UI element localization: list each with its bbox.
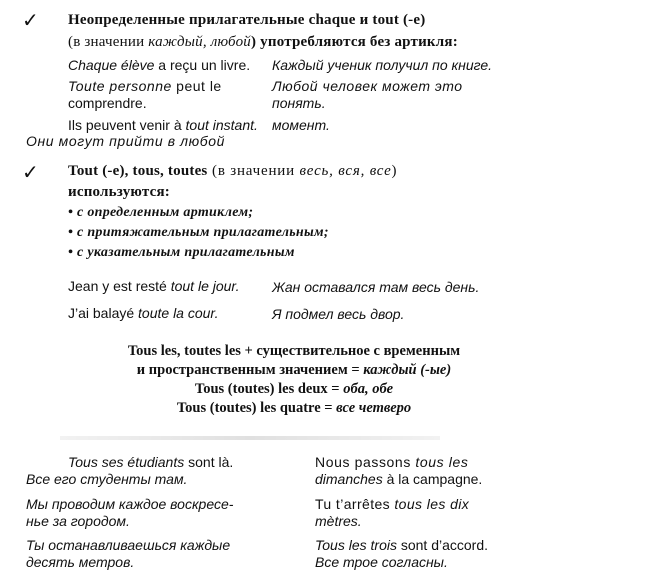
example-term: tout instant. (185, 117, 258, 133)
heading-text: (в значении (207, 163, 300, 179)
heading-meaning: весь, вся, все (299, 163, 392, 179)
rule-text: и пространственным значением = (136, 362, 364, 378)
section1-heading-line2 (68, 34, 458, 51)
rule-text: Tous (toutes) les quatre = (176, 400, 337, 416)
example-french (68, 57, 250, 73)
example-french-cont (315, 471, 482, 487)
example-text: sont là. (184, 454, 234, 470)
example-french (315, 537, 488, 553)
example-text: Ils peuvent venir à (68, 117, 186, 133)
example-text: Tu t’arrêtes (315, 496, 395, 512)
rule-text: Tous (toutes) les deux = (194, 381, 344, 397)
example-russian: Я подмел весь двор. (272, 306, 405, 322)
example-text: Jean y est resté (68, 278, 171, 294)
example-russian-cont: нье за городом. (26, 513, 130, 529)
check-mark-icon: ✓ (22, 160, 39, 184)
section2-heading-line1 (68, 163, 397, 180)
example-french (68, 305, 218, 321)
example-french (68, 278, 239, 294)
example-text: sont d’accord. (396, 537, 489, 553)
bullet-item: • с определенным артиклем; (68, 205, 254, 220)
example-text: à la campagne. (382, 471, 483, 487)
rule-line (0, 381, 560, 398)
example-russian: Все трое согласны. (315, 554, 448, 570)
rule-line: Tous les, toutes les + существительное с временным (127, 343, 461, 359)
example-french-cont: mètres. (315, 513, 362, 529)
example-russian: Каждый ученик получил по книге. (272, 57, 493, 73)
rule-meaning: каждый (-ые) (363, 362, 452, 378)
example-term: Chaque élève (68, 57, 155, 73)
example-french (68, 117, 258, 133)
rule-line (0, 400, 560, 417)
example-french (68, 454, 233, 470)
example-russian: Жан оставался там весь день. (272, 279, 480, 295)
heading-term-tout: tout (-е) (372, 12, 426, 28)
heading-text: ) (391, 163, 397, 179)
example-term: Tous ses étudiants (68, 454, 185, 470)
example-term: tous les dix (394, 496, 470, 512)
heading-text: ) употребляются без артикля: (251, 34, 458, 50)
example-text: Nous passons (315, 454, 416, 470)
heading-text: (в значении (68, 34, 149, 50)
section2-heading-line2: используются: (68, 184, 170, 200)
example-russian: Ты останавливаешься каждые (26, 537, 231, 553)
example-russian-cont: момент. (272, 117, 330, 133)
example-russian: Все его студенты там. (26, 471, 188, 487)
heading-meaning: каждый, любой (148, 34, 251, 50)
example-russian: Любой человек может это (272, 78, 463, 94)
example-french (315, 454, 468, 470)
example-term: Toute personne (68, 78, 172, 94)
example-russian-cont: десять метров. (26, 554, 135, 570)
example-russian: Они могут прийти в любой (26, 133, 225, 149)
example-french (315, 496, 469, 512)
heading-text: и (355, 12, 373, 28)
example-term: dimanches (315, 471, 383, 487)
rule-line (0, 362, 560, 379)
example-text: a reçu un livre. (154, 57, 251, 73)
example-term: tous les (415, 454, 469, 470)
example-french-cont: comprendre. (68, 95, 147, 111)
example-term: tout le jour. (170, 278, 240, 294)
heading-terms: Tout (-e), tous, toutes (68, 163, 208, 179)
bullet-item: • с притяжательным прилагательным; (68, 225, 329, 240)
example-russian: Мы проводим каждое воскресе- (26, 496, 234, 512)
rule-meaning: все четверо (336, 400, 412, 416)
rule-meaning: оба, обе (343, 381, 394, 397)
example-text: peut le (171, 78, 222, 94)
example-text: J’ai balayé (68, 305, 139, 321)
scan-shadow (60, 436, 440, 440)
example-french (68, 78, 222, 94)
check-mark-icon: ✓ (22, 8, 39, 32)
section1-heading-line1 (68, 12, 425, 29)
bullet-item: • с указательным прилагательным (68, 245, 295, 260)
example-russian-cont: понять. (272, 95, 326, 111)
example-term: toute la cour. (138, 305, 219, 321)
heading-text: Неопределенные прилагательные (68, 12, 309, 28)
example-term: Tous les trois (315, 537, 397, 553)
heading-term-chaque: chaque (308, 12, 356, 28)
